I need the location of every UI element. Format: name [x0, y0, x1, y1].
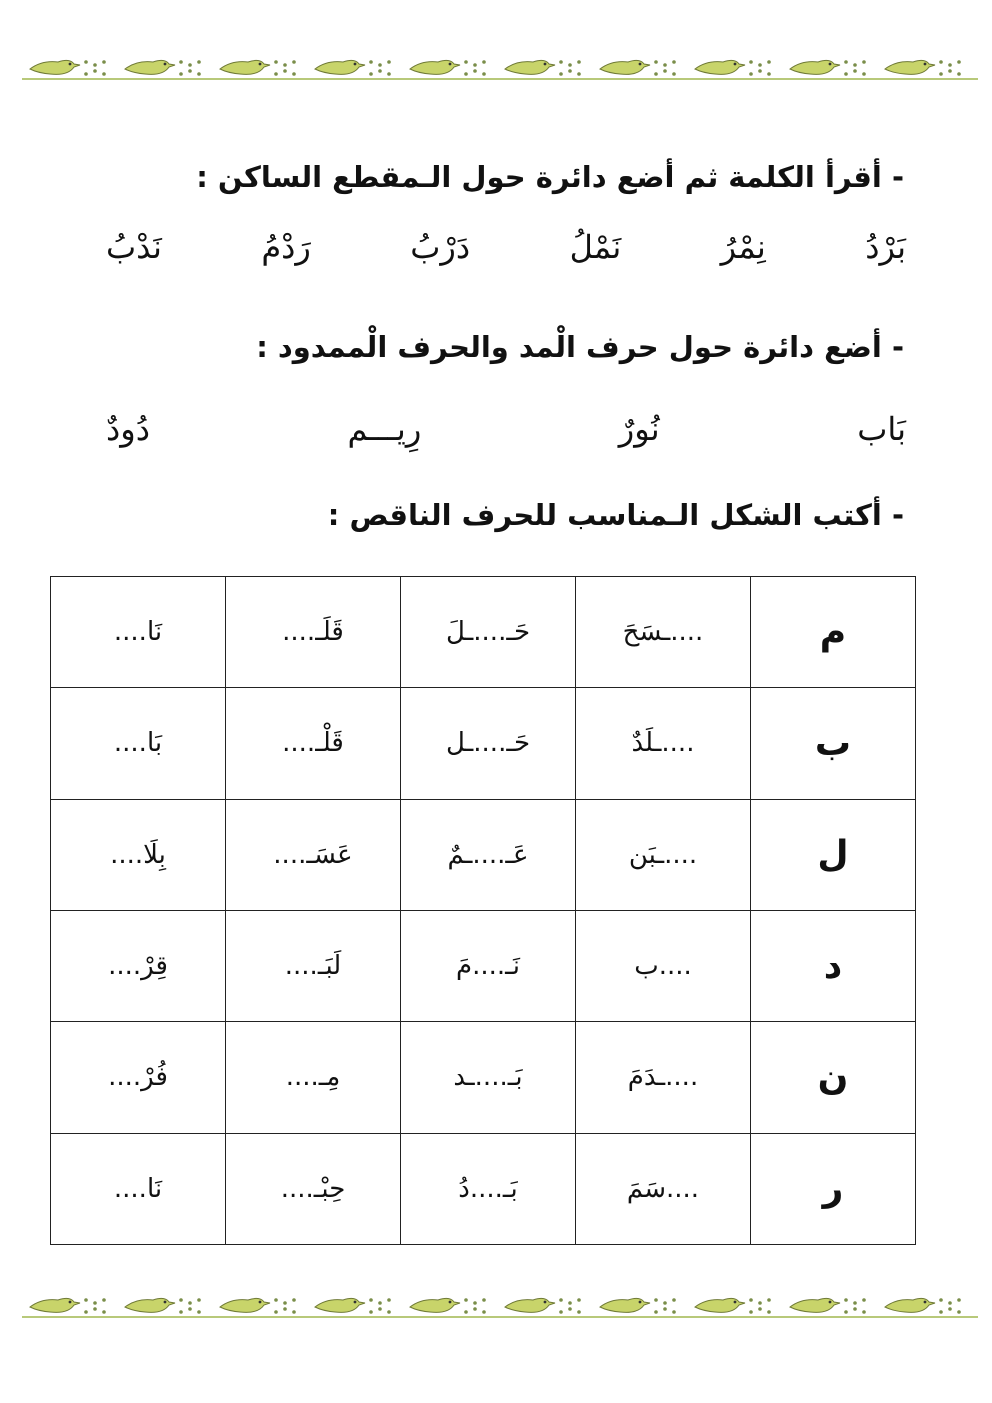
fill-cell[interactable]: فُرْ....	[51, 1022, 226, 1133]
word-item[interactable]: بَرْدُ	[865, 228, 906, 266]
letter-cell: ن	[751, 1022, 916, 1133]
bird-icon	[695, 60, 771, 76]
bird-icon	[125, 1298, 201, 1314]
fill-cell[interactable]: نَا....	[51, 1133, 226, 1244]
table-row	[51, 577, 916, 688]
fill-cell[interactable]: بَا....	[51, 688, 226, 799]
fill-cell[interactable]: بِلَا....	[51, 799, 226, 910]
fill-cell[interactable]: نَا....	[51, 577, 226, 688]
bird-icon	[695, 1298, 771, 1314]
fill-cell[interactable]: قَلَـ....	[226, 577, 401, 688]
bird-icon	[410, 1298, 486, 1314]
fill-cell[interactable]: ....سَمَ	[576, 1133, 751, 1244]
bird-icon	[220, 1298, 296, 1314]
fill-cell[interactable]: قَلْـ....	[226, 688, 401, 799]
letter-cell: م	[751, 577, 916, 688]
word-item[interactable]: نَدْبُ	[106, 228, 162, 266]
word-item[interactable]: دَرْبُ	[410, 228, 471, 266]
table-row	[51, 688, 916, 799]
fill-cell[interactable]: بَـ....دُ	[401, 1133, 576, 1244]
fill-cell[interactable]: ....ـبَن	[576, 799, 751, 910]
fill-cell[interactable]: حِبْـ....	[226, 1133, 401, 1244]
table-row	[51, 1133, 916, 1244]
word-item[interactable]: نَمْلُ	[569, 228, 622, 266]
word-item[interactable]: دُودٌ	[106, 410, 150, 448]
fill-cell[interactable]: عَـ....ـمٌ	[401, 799, 576, 910]
letter-cell: ل	[751, 799, 916, 910]
bird-icon	[505, 60, 581, 76]
fill-cell[interactable]: حَـ....ـلَ	[401, 577, 576, 688]
fill-cell[interactable]: قِرْ....	[51, 910, 226, 1021]
bird-icon	[410, 60, 486, 76]
fill-cell[interactable]: نَـ....مَ	[401, 910, 576, 1021]
instruction-sukun: - أقرأ الكلمة ثم أضع دائرة حول الـمقطع الساكن :	[196, 160, 904, 194]
words-sukun-row	[106, 228, 906, 266]
bird-icon	[885, 1298, 961, 1314]
bird-icon	[220, 60, 296, 76]
decorative-border-bottom	[22, 1290, 978, 1324]
fill-cell[interactable]: عَسَـ....	[226, 799, 401, 910]
bird-icon	[30, 1298, 106, 1314]
fill-cell[interactable]: ....ب	[576, 910, 751, 1021]
instruction-missing-letter: - أكتب الشكل الـمناسب للحرف الناقص :	[327, 498, 904, 532]
bird-icon	[315, 60, 391, 76]
fill-cell[interactable]: بَـ....ـد	[401, 1022, 576, 1133]
instruction-madd: - أضع دائرة حول حرف الْمد والحرف الْممدود :	[256, 330, 904, 364]
bird-icon	[600, 1298, 676, 1314]
letter-cell: د	[751, 910, 916, 1021]
missing-letter-table	[50, 576, 916, 1245]
fill-cell[interactable]: ....ـسَحَ	[576, 577, 751, 688]
bird-icon	[790, 60, 866, 76]
table-row	[51, 799, 916, 910]
word-item[interactable]: نُورٌ	[618, 410, 660, 448]
fill-cell[interactable]: حَـ....ـل	[401, 688, 576, 799]
word-item[interactable]: رَدْمُ	[261, 228, 311, 266]
letter-cell: ب	[751, 688, 916, 799]
bird-icon	[315, 1298, 391, 1314]
word-item[interactable]: بَاب	[857, 410, 906, 448]
fill-cell[interactable]: ....ـلَدٌ	[576, 688, 751, 799]
letter-cell: ر	[751, 1133, 916, 1244]
table-row	[51, 910, 916, 1021]
words-madd-row	[106, 410, 906, 448]
fill-cell[interactable]: مِـ....	[226, 1022, 401, 1133]
bird-icon	[885, 60, 961, 76]
decorative-border-top	[22, 52, 978, 86]
bird-icon	[790, 1298, 866, 1314]
bird-icon	[505, 1298, 581, 1314]
bird-icon	[600, 60, 676, 76]
fill-cell[interactable]: ....ـدَمَ	[576, 1022, 751, 1133]
fill-cell[interactable]: لَبَـ....	[226, 910, 401, 1021]
table-row	[51, 1022, 916, 1133]
bird-icon	[125, 60, 201, 76]
word-item[interactable]: نِمْرُ	[720, 228, 766, 266]
bird-icon	[30, 60, 106, 76]
word-item[interactable]: رِيـــم	[347, 410, 422, 448]
